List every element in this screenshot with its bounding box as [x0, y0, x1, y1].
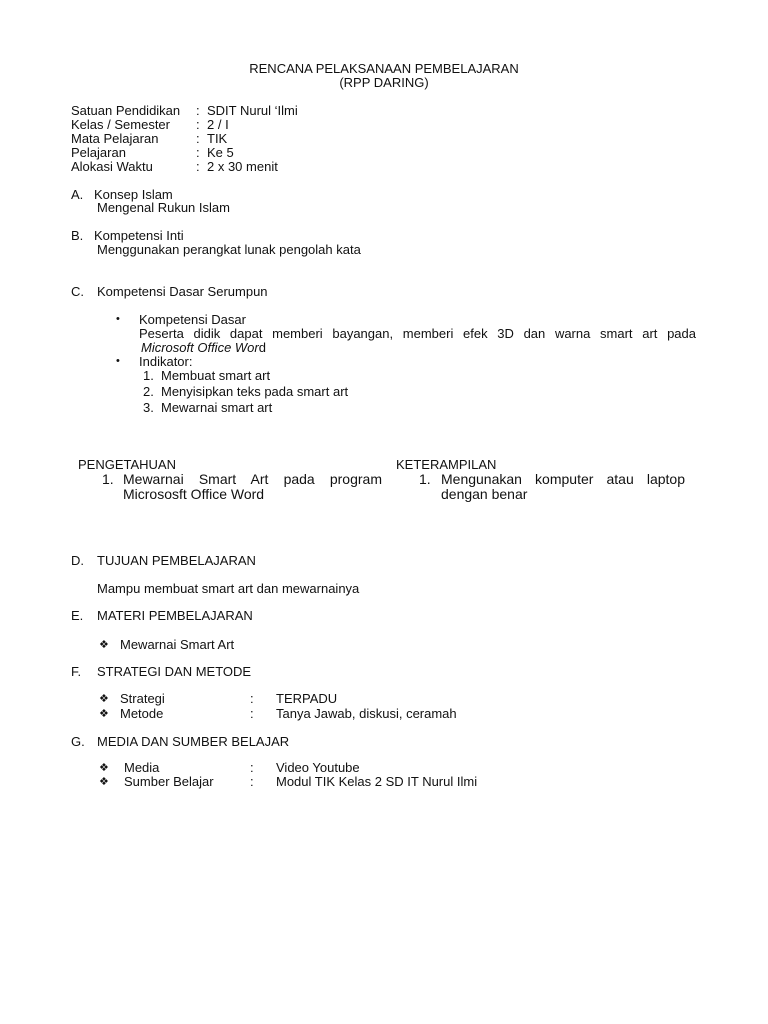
kd-description-cont — [141, 341, 266, 355]
indicator-item: Menyisipkan teks pada smart art — [161, 384, 349, 399]
section-f-sep: : — [250, 691, 254, 706]
identity-value: SDIT Nurul ‘Ilmi — [207, 103, 298, 118]
section-g-label: Media — [124, 760, 160, 775]
section-e-title: MATERI PEMBELAJARAN — [97, 608, 253, 623]
section-a-title: Konsep Islam — [94, 187, 173, 202]
knowledge-heading: PENGETAHUAN — [78, 457, 176, 472]
skills-num: 1. — [419, 471, 431, 487]
identity-label: Alokasi Waktu — [71, 159, 153, 174]
identity-value: 2 / I — [207, 117, 229, 132]
indicator-item: Mewarnai smart art — [161, 400, 273, 415]
identity-value: TIK — [207, 131, 228, 146]
identity-label: Mata Pelajaran — [71, 131, 159, 146]
bullet-dot: • — [116, 313, 120, 325]
indicator-num: 3. — [143, 400, 154, 415]
diamond-bullet-icon: ❖ — [99, 776, 109, 788]
section-c-title: Kompetensi Dasar Serumpun — [97, 284, 268, 299]
diamond-bullet-icon: ❖ — [99, 639, 109, 651]
section-g-value: Video Youtube — [276, 760, 360, 775]
knowledge-text-line1: Mewarnai Smart Art pada program — [123, 471, 382, 487]
section-f-sep: : — [250, 706, 254, 721]
skills-text-line2: dengan benar — [441, 486, 528, 502]
identity-sep: : — [196, 117, 200, 132]
skills-heading: KETERAMPILAN — [396, 457, 497, 472]
kd-tail-text: d — [258, 340, 266, 355]
kd-italic-text: Microsoft Office Wor — [141, 340, 259, 355]
section-e-letter: E. — [71, 608, 84, 623]
identity-label: Pelajaran — [71, 145, 126, 160]
document-title: RENCANA PELAKSANAAN PEMBELAJARAN — [249, 61, 519, 76]
section-g-letter: G. — [71, 734, 85, 749]
section-b-body: Menggunakan perangkat lunak pengolah kata — [97, 242, 361, 257]
identity-sep: : — [196, 103, 200, 118]
diamond-bullet-icon: ❖ — [99, 762, 109, 774]
section-f-letter: F. — [71, 664, 82, 679]
identity-value: 2 x 30 menit — [207, 159, 278, 174]
section-f-value: Tanya Jawab, diskusi, ceramah — [276, 706, 457, 721]
identity-value: Ke 5 — [207, 145, 234, 160]
knowledge-text-line2: Micrososft Office Word — [123, 486, 265, 502]
knowledge-num: 1. — [102, 471, 114, 487]
section-g-title: MEDIA DAN SUMBER BELAJAR — [97, 734, 290, 749]
section-a-letter: A. — [71, 187, 84, 202]
section-e-item: Mewarnai Smart Art — [120, 637, 235, 652]
diamond-bullet-icon: ❖ — [99, 693, 109, 705]
identity-label: Satuan Pendidikan — [71, 103, 181, 118]
section-f-label: Metode — [120, 706, 164, 721]
section-d-title: TUJUAN PEMBELAJARAN — [97, 553, 256, 568]
section-b-title: Kompetensi Inti — [94, 228, 184, 243]
section-g-sep: : — [250, 774, 254, 789]
identity-sep: : — [196, 159, 200, 174]
identity-sep: : — [196, 145, 200, 160]
section-d-letter: D. — [71, 553, 84, 568]
section-f-label: Strategi — [120, 691, 165, 706]
document-subtitle: (RPP DARING) — [339, 75, 429, 90]
kd-description: Peserta didik dapat memberi bayangan, memberi efek 3D dan warna smart art pada — [139, 326, 696, 341]
section-f-title: STRATEGI DAN METODE — [97, 664, 252, 679]
indicator-title: Indikator: — [139, 354, 193, 369]
kd-title: Kompetensi Dasar — [139, 312, 246, 327]
indicator-num: 1. — [143, 368, 154, 383]
section-c-letter: C. — [71, 284, 84, 299]
section-d-body: Mampu membuat smart art dan mewarnainya — [97, 581, 360, 596]
section-g-value: Modul TIK Kelas 2 SD IT Nurul Ilmi — [276, 774, 478, 789]
section-g-sep: : — [250, 760, 254, 775]
section-g-label: Sumber Belajar — [124, 774, 214, 789]
identity-sep: : — [196, 131, 200, 146]
skills-text-line1: Mengunakan komputer atau laptop — [441, 471, 685, 487]
indicator-item: Membuat smart art — [161, 368, 271, 383]
section-f-value: TERPADU — [276, 691, 338, 706]
identity-label: Kelas / Semester — [71, 117, 170, 132]
bullet-dot: • — [116, 355, 120, 367]
indicator-num: 2. — [143, 384, 154, 399]
section-b-letter: B. — [71, 228, 84, 243]
diamond-bullet-icon: ❖ — [99, 708, 109, 720]
section-a-body: Mengenal Rukun Islam — [97, 200, 230, 215]
